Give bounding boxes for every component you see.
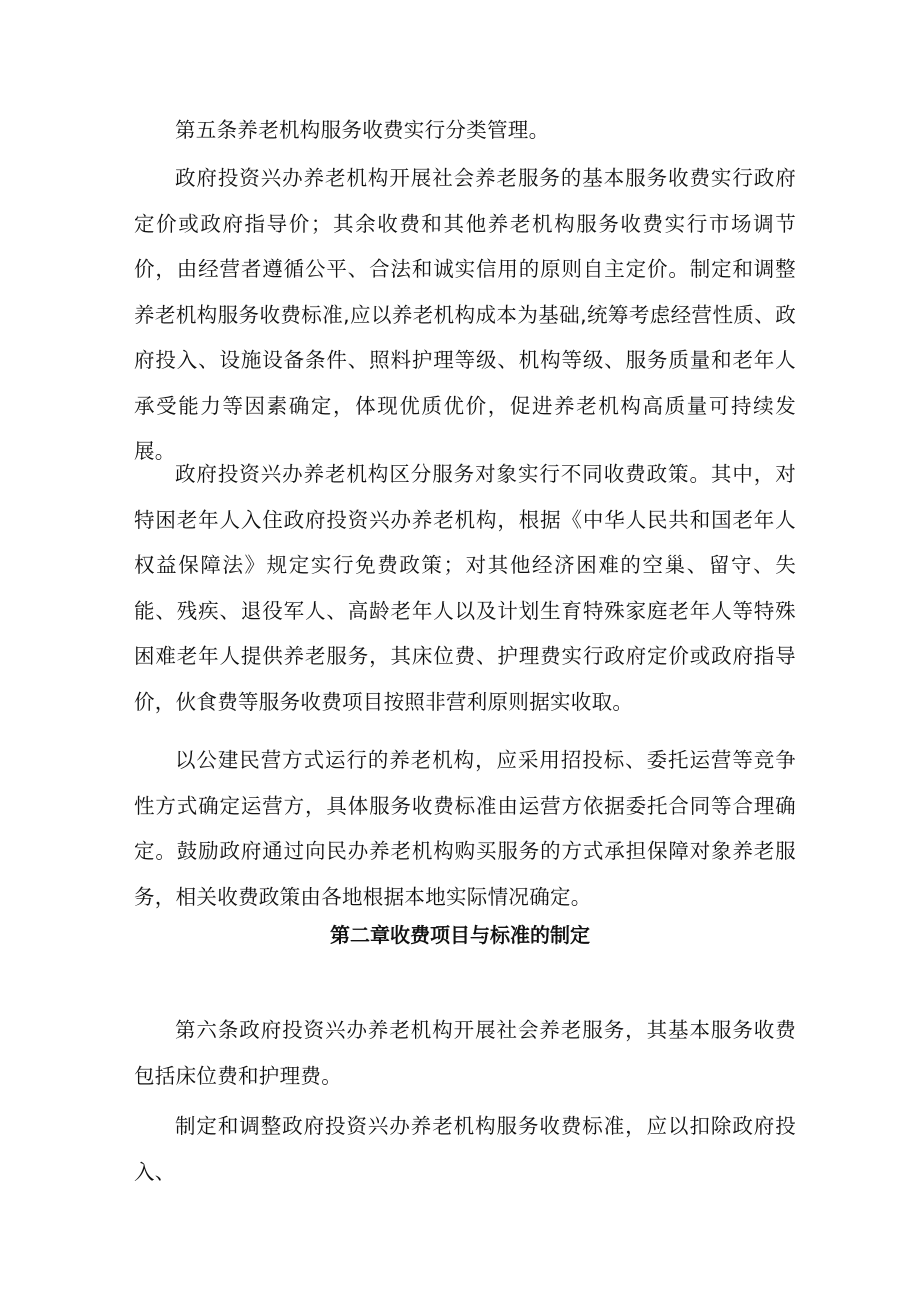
article-5-paragraph-2: 政府投资兴办养老机构区分服务对象实行不同收费政策。其中，对特困老年人入住政府投资兴办养老机构，根据《中华人民共和国老年人权益保障法》规定实行免费政策；对其他经济困难的空巢、留守、失能、残疾、退役军人、高龄老年人以及计划生育特殊家庭老年人等特殊困难老年人提供养老服务，其床位费、护理费实行政府定价或政府指导价，伙食费等服务收费项目按照非营利原则据实收取。 — [134, 462, 796, 714]
article-5-paragraph-1: 政府投资兴办养老机构开展社会养老服务的基本服务收费实行政府定价或政府指导价；其余收费和其他养老机构服务收费实行市场调节价，由经营者遵循公平、合法和诚实信用的原则自主定价。制定和调整养老机构服务收费标准,应以养老机构成本为基础,统筹考虑经营性质、政府投入、设施设备条件、照料护理等级、机构等级、服务质量和老年人承受能力等因素确定，体现优质优价，促进养老机构高质量可持续发展。 — [134, 166, 796, 463]
article-5-title: 第五条养老机构服务收费实行分类管理。 — [175, 118, 550, 142]
article-6-paragraph-2: 制定和调整政府投资兴办养老机构服务收费标准，应以扣除政府投入、 — [134, 1114, 796, 1184]
article-5-paragraph-3: 以公建民营方式运行的养老机构，应采用招投标、委托运营等竞争性方式确定运营方，具体服务收费标准由运营方依据委托合同等合理确定。鼓励政府通过向民办养老机构购买服务的方式承担保障对象养老服务，相关收费政策由各地根据本地实际情况确定。 — [134, 748, 796, 909]
chapter-2-heading: 第二章收费项目与标准的制定 — [330, 923, 590, 947]
article-6-paragraph-1: 第六条政府投资兴办养老机构开展社会养老服务，其基本服务收费包括床位费和护理费。 — [134, 1018, 796, 1088]
